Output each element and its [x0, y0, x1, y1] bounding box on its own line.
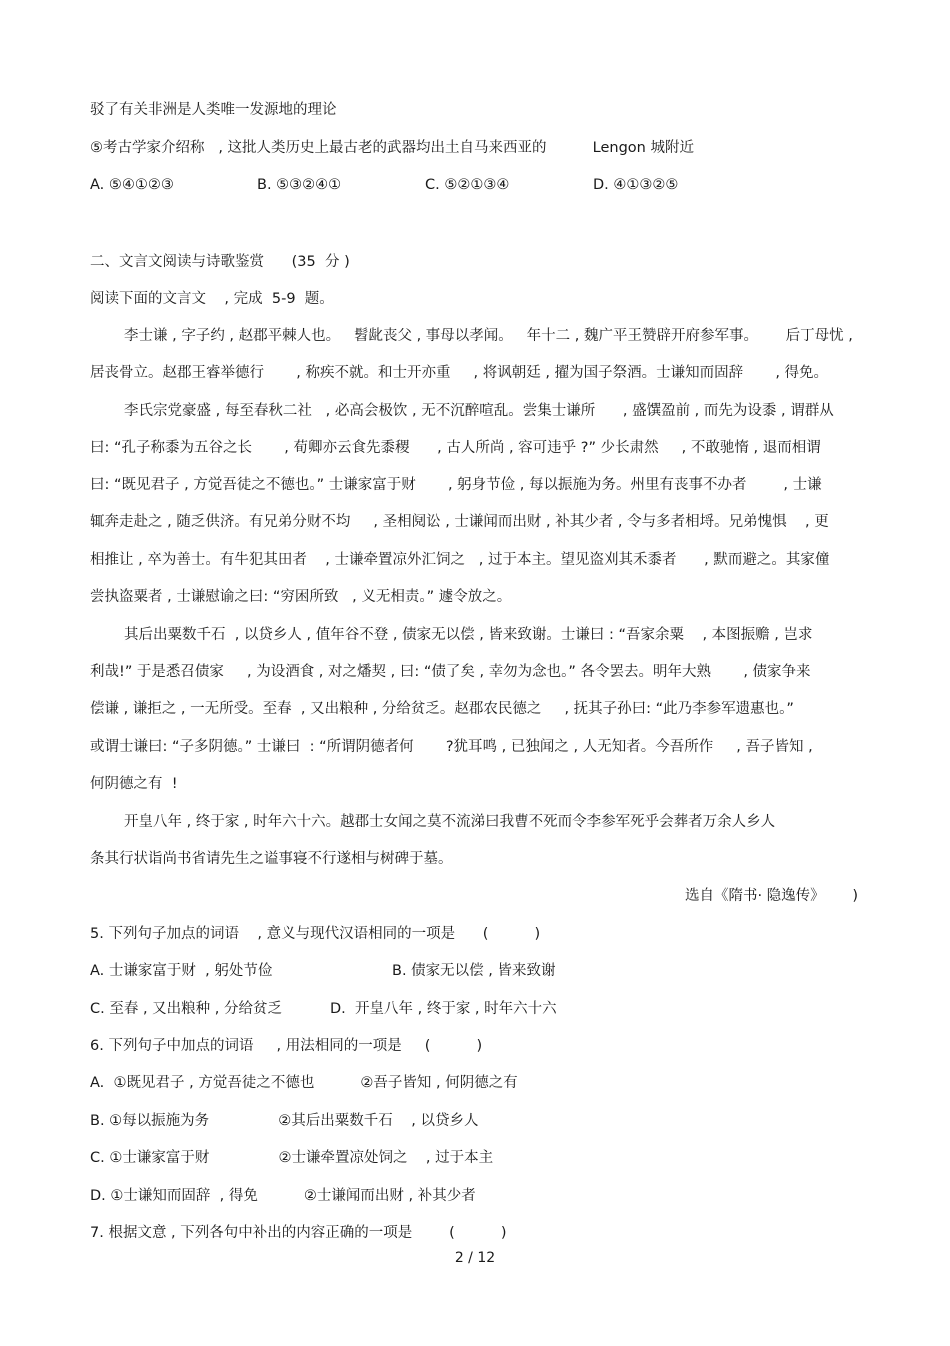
section-instruction: 阅读下面的文言文 , 完成 5-9 题。	[90, 291, 334, 307]
passage-line: 或谓士谦曰: “子多阴德。” 士谦曰 : “所谓阴德者何 ?犹耳鸣 , 已独闻之 , 人无知者。今吾所作 , 吾子皆知 ,	[90, 739, 813, 755]
option-b: B. ①每以振施为务 ②其后出粟数千石 , 以贷乡人	[90, 1113, 479, 1129]
passage-line: 居丧骨立。赵郡王睿举德行 , 称疾不就。和士开亦重 , 将讽朝廷 , 擢为国子祭酒。士谦知而固辞 , 得免。	[90, 365, 829, 381]
passage-line: 李士谦 , 字子约 , 赵郡平棘人也。 髫龀丧父 , 事母以孝闻。 年十二 , 魏广平王赞辟开府参军事。 后丁母忧 ,	[124, 328, 853, 344]
option-b: B. 债家无以偿 , 皆来致谢	[392, 963, 556, 979]
passage-line: 曰: “既见君子 , 方觉吾徒之不德也。” 士谦家富于财 , 躬身节俭 , 每以振施为务。州里有丧事不办者 , 士谦	[90, 477, 822, 493]
option-a: A. ⑤④①②③	[90, 177, 174, 193]
section-title: 二、文言文阅读与诗歌鉴赏 (35 分 )	[90, 254, 350, 270]
passage-line: 曰: “孔子称黍为五谷之长 , 荀卿亦云食先黍稷 , 古人所尚 , 容可违乎 ?” 少长肃然 , 不敢驰惰 , 退而相谓	[90, 440, 821, 456]
option-c: C. 至春 , 又出粮种 , 分给贫乏	[90, 1001, 282, 1017]
question-stem: 7. 根据文意 , 下列各句中补出的内容正确的一项是 ( )	[90, 1225, 507, 1241]
question-stem: 5. 下列句子加点的词语 , 意义与现代汉语相同的一项是 ( )	[90, 926, 541, 942]
option-d: D. ④①③②⑤	[593, 177, 679, 193]
option-c: C. ⑤②①③④	[425, 177, 510, 193]
page-number: 2 / 12	[454, 1250, 496, 1266]
passage-line: 其后出粟数千石 , 以贷乡人 , 值年谷不登 , 债家无以偿 , 皆来致谢。士谦曰 : “吾家余粟 , 本图振赡 , 岂求	[124, 627, 813, 643]
passage-line: 尝执盗粟者 , 士谦慰谕之曰: “穷困所致 , 义无相责。” 遽令放之。	[90, 589, 512, 605]
passage-source: 选自《隋书· 隐逸传》 )	[684, 888, 858, 904]
text-line: 驳了有关非洲是人类唯一发源地的理论	[90, 102, 337, 118]
option-a: A. ①既见君子 , 方觉吾徒之不德也 ②吾子皆知 , 何阴德之有	[90, 1075, 518, 1091]
passage-line: 开皇八年 , 终于家 , 时年六十六。越郡士女闻之莫不流涕曰我曹不死而令李参军死乎会葬者万余人乡人	[124, 814, 776, 830]
option-d: D. 开皇八年 , 终于家 , 时年六十六	[330, 1001, 557, 1017]
option-d: D. ①士谦知而固辞 , 得免 ②士谦闻而出财 , 补其少者	[90, 1188, 476, 1204]
passage-line: 辄奔走赴之 , 随乏供济。有兄弟分财不均 , 圣相阋讼 , 士谦闻而出财 , 补其少者 , 令与多者相埒。兄弟愧惧 , 更	[90, 514, 829, 530]
passage-line: 相推让 , 卒为善士。有牛犯其田者 , 士谦牵置凉外汇饲之 , 过于本主。望见盗刈其禾黍者 , 默而避之。其家僮	[90, 552, 830, 568]
passage-line: 何阴德之有 !	[90, 776, 178, 792]
passage-line: 偿谦 , 谦拒之 , 一无所受。至春 , 又出粮种 , 分给贫乏。赵郡农民德之 , 抚其子孙曰: “此乃李参军遗惠也。”	[90, 701, 794, 717]
passage-line: 条其行状诣尚书省请先生之谥事寝不行遂相与树碑于墓。	[90, 851, 453, 867]
text-line: ⑤考古学家介绍称 , 这批人类历史上最古老的武器均出土自马来西亚的 Lengon 城附近	[90, 140, 694, 156]
question-stem: 6. 下列句子中加点的词语 , 用法相同的一项是 ( )	[90, 1038, 483, 1054]
passage-line: 李氏宗党豪盛 , 每至春秋二社 , 必高会极饮 , 无不沉醉喧乱。尝集士谦所 , 盛馔盈前 , 而先为设黍 , 谓群从	[124, 403, 834, 419]
option-c: C. ①士谦家富于财 ②士谦牵置凉处饲之 , 过于本主	[90, 1150, 494, 1166]
option-b: B. ⑤③②④①	[257, 177, 342, 193]
option-a: A. 士谦家富于财 , 躬处节俭	[90, 963, 273, 979]
passage-line: 利哉!” 于是悉召债家 , 为设酒食 , 对之燔契 , 曰: “债了矣 , 幸勿为念也。” 各令罢去。明年大熟 , 债家争来	[90, 664, 811, 680]
